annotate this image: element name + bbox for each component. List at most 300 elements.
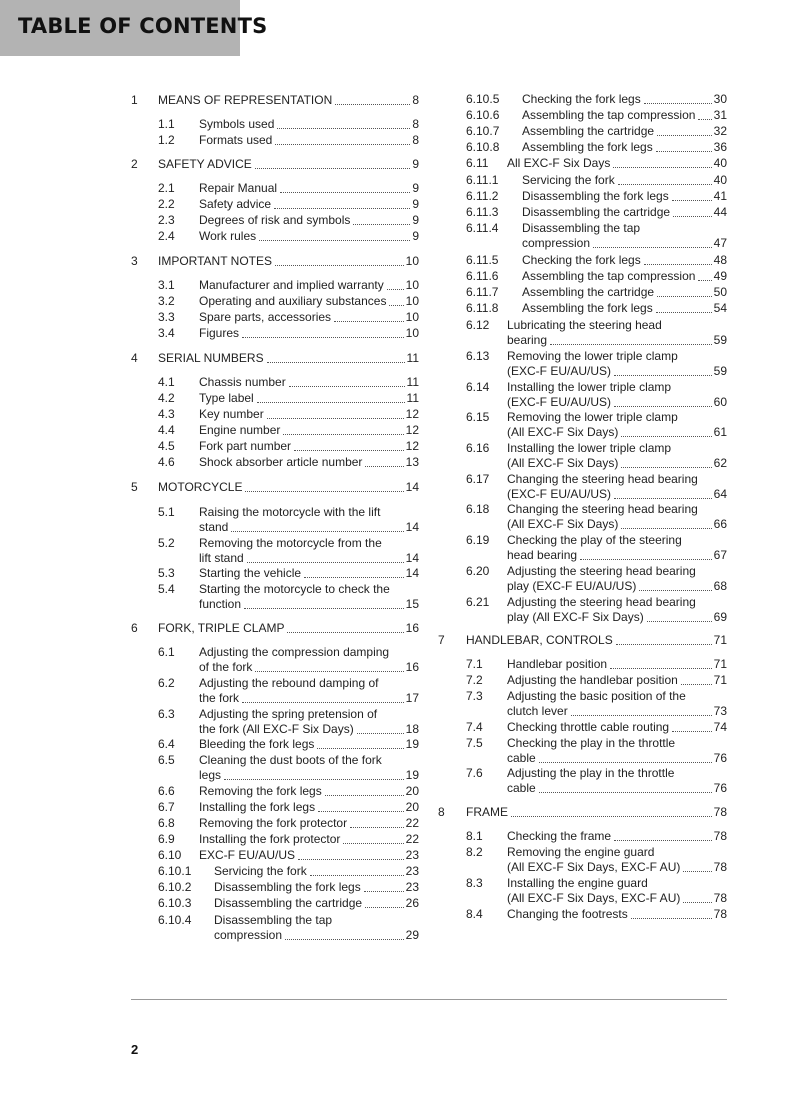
dot-leader [656, 312, 712, 313]
toc-entry-title: function [199, 597, 242, 611]
toc-entry-number: 6.12 [466, 318, 490, 332]
dot-leader [614, 840, 712, 841]
toc-section-entry[interactable] [0, 736, 794, 766]
toc-entry-number: 4.1 [158, 375, 175, 389]
toc-entry-page: 71 [713, 633, 727, 647]
toc-entry-title: Cleaning the dust boots of the fork [199, 753, 382, 767]
toc-entry-page: 22 [405, 832, 419, 846]
toc-entry-page: 71 [713, 673, 727, 687]
toc-entry-number: 5.3 [158, 566, 175, 580]
toc-entry-title: play (EXC-F EU/AU/US) [507, 579, 637, 593]
toc-entry-line [507, 829, 727, 844]
toc-entry-number: 7.6 [466, 766, 483, 780]
dot-leader [673, 216, 712, 217]
dot-leader [610, 668, 712, 669]
toc-entry-title: Degrees of risk and symbols [199, 213, 351, 227]
toc-entry-title: Removing the lower triple clamp [507, 410, 678, 424]
toc-entry-number: 5.4 [158, 582, 175, 596]
toc-entry-title: Adjusting the steering head bearing [507, 564, 696, 578]
toc-section-entry[interactable] [0, 189, 794, 204]
toc-section-entry[interactable] [0, 173, 794, 188]
toc-entry-title: Installing the engine guard [507, 876, 648, 890]
toc-entry-page: 8 [412, 117, 419, 131]
toc-entry-page: 78 [713, 891, 727, 905]
toc-entry-title: Adjusting the basic position of the [507, 689, 686, 703]
toc-entry-number: 6.6 [158, 784, 175, 798]
toc-entry-page: 20 [405, 784, 419, 798]
dot-leader [571, 715, 712, 716]
toc-entry-page: 78 [713, 805, 727, 819]
toc-entry-title: SAFETY ADVICE [158, 157, 252, 171]
toc-entry-number: 1 [131, 93, 138, 107]
toc-entry-number: 6.10.1 [158, 864, 192, 878]
toc-entry-number: 6.19 [466, 533, 490, 547]
toc-entry-title: bearing [507, 333, 548, 347]
toc-entry-page: 19 [405, 768, 419, 782]
toc-entry-line [507, 891, 727, 906]
toc-entry-title: Installing the lower triple clamp [507, 441, 672, 455]
toc-entry-title: Disassembling the fork legs [214, 880, 361, 894]
toc-section-entry[interactable] [0, 156, 794, 171]
toc-entry-page: 26 [405, 896, 419, 910]
toc-entry-title: play (All EXC-F Six Days) [507, 610, 644, 624]
toc-entry-title: of the fork [199, 660, 253, 674]
toc-entry-title: Checking the play of the steering [507, 533, 682, 547]
toc-section-entry[interactable] [0, 564, 794, 594]
toc-entry-title: Checking throttle cable routing [507, 720, 670, 734]
toc-entry-title: Assembling the cartridge [522, 124, 655, 138]
toc-entry-page: 10 [405, 326, 419, 340]
toc-entry-line [507, 610, 727, 625]
toc-entry-title: Removing the fork legs [199, 784, 322, 798]
toc-entry-page: 69 [713, 610, 727, 624]
toc-entry-title: Changing the footrests [507, 907, 628, 921]
toc-entry-number: 6.11.4 [466, 221, 499, 235]
toc-entry-title: Disassembling the cartridge [522, 205, 671, 219]
toc-section-entry[interactable] [0, 92, 794, 107]
toc-entry-page: 12 [405, 423, 419, 437]
toc-section-entry[interactable] [0, 595, 794, 625]
toc-entry-title: Symbols used [199, 117, 275, 131]
toc-entry-page: 74 [713, 720, 727, 734]
toc-entry-title: FORK, TRIPLE CLAMP [158, 621, 285, 635]
toc-entry-title: the fork (All EXC-F Six Days) [199, 722, 354, 736]
toc-entry-line [522, 140, 727, 155]
toc-entry-title: cable [507, 781, 536, 795]
toc-entry-number: 6.14 [466, 380, 490, 394]
toc-entry-title: Operating and auxiliary substances [199, 294, 387, 308]
toc-entry-number: 6.17 [466, 472, 490, 486]
toc-entry-number: 6.10.5 [466, 92, 500, 106]
toc-entry-number: 6.11.5 [466, 253, 499, 267]
dot-leader [656, 151, 712, 152]
toc-section-entry[interactable] [0, 533, 794, 563]
toc-entry-number: 4.5 [158, 439, 175, 453]
toc-entry-number: 3.4 [158, 326, 175, 340]
toc-entry-title: Assembling the fork legs [522, 140, 653, 154]
toc-section-entry[interactable] [0, 285, 794, 300]
toc-entry-line [522, 301, 727, 316]
toc-entry-page: 18 [405, 722, 419, 736]
toc-entry-page: 71 [713, 657, 727, 671]
toc-section-entry[interactable] [0, 318, 794, 348]
toc-entry-number: 7.4 [466, 720, 483, 734]
toc-entry-page: 22 [405, 816, 419, 830]
toc-entry-title: Removing the engine guard [507, 845, 655, 859]
toc-section-entry[interactable] [0, 829, 794, 844]
dot-leader [644, 264, 712, 265]
toc-entry-page: 40 [713, 173, 727, 187]
toc-entry-number: 6.11.1 [466, 173, 499, 187]
toc-entry-number: 6.10.2 [158, 880, 192, 894]
toc-entry-title: Adjusting the rebound damping of [199, 676, 379, 690]
toc-entry-title: Engine number [199, 423, 281, 437]
toc-entry-title: EXC-F EU/AU/US [199, 848, 296, 862]
toc-entry-page: 54 [713, 301, 727, 315]
toc-entry-title: Changing the steering head bearing [507, 502, 698, 516]
toc-section-entry[interactable] [0, 845, 794, 875]
toc-entry-title: HANDLEBAR, CONTROLS [466, 633, 613, 647]
toc-section-entry[interactable] [0, 349, 794, 379]
toc-entry-page: 8 [412, 133, 419, 147]
toc-entry-title: Disassembling the cartridge [214, 896, 363, 910]
toc-entry-title: Bleeding the fork legs [199, 737, 315, 751]
toc-entry-title: (All EXC-F Six Days, EXC-F AU) [507, 891, 681, 905]
dot-leader [639, 590, 711, 591]
toc-entry-title: Disassembling the tap [522, 221, 641, 235]
toc-entry-title: Starting the motorcycle to check the [199, 582, 390, 596]
toc-entry-title: (EXC-F EU/AU/US) [507, 487, 612, 501]
toc-entry-page: 16 [405, 621, 419, 635]
toc-entry-number: 7.3 [466, 689, 483, 703]
toc-entry-title: (All EXC-F Six Days) [507, 425, 619, 439]
toc-entry-number: 2 [131, 157, 138, 171]
toc-entry-page: 68 [713, 579, 727, 593]
toc-entry-title: Assembling the tap compression [522, 108, 696, 122]
dot-leader [683, 871, 711, 872]
toc-entry-title: Work rules [199, 229, 257, 243]
toc-entry-line [507, 907, 727, 922]
toc-entry-line [522, 108, 727, 123]
dot-leader [614, 406, 712, 407]
toc-entry-page: 9 [412, 157, 419, 171]
toc-entry-title: Chassis number [199, 375, 286, 389]
toc-entry-page: 41 [713, 189, 727, 203]
toc-entry-line [522, 124, 727, 139]
toc-entry-line [507, 395, 727, 410]
toc-section-entry[interactable] [0, 673, 794, 688]
toc-entry-line [466, 633, 727, 648]
dot-leader [681, 684, 712, 685]
toc-entry-page: 30 [713, 92, 727, 106]
toc-entry-number: 7.2 [466, 673, 483, 687]
page-number: 2 [131, 1042, 139, 1057]
toc-entry-number: 6.13 [466, 349, 490, 363]
dot-leader [614, 375, 712, 376]
toc-entry-line [507, 487, 727, 502]
toc-entry-page: 48 [713, 253, 727, 267]
toc-entry-number: 6.7 [158, 800, 175, 814]
toc-entry-number: 6.11.3 [466, 205, 499, 219]
toc-entry-number: 4.2 [158, 391, 175, 405]
toc-entry-number: 6 [131, 621, 138, 635]
toc-entry-page: 12 [405, 439, 419, 453]
toc-entry-number: 3.2 [158, 294, 175, 308]
toc-section-entry[interactable] [0, 140, 794, 155]
toc-entry-number: 6.11 [466, 156, 489, 170]
toc-entry-title: FRAME [466, 805, 508, 819]
toc-entry-title: Checking the frame [507, 829, 612, 843]
toc-entry-number: 4 [131, 351, 138, 365]
toc-entry-line [507, 720, 727, 735]
toc-entry-number: 6.10.8 [466, 140, 500, 154]
toc-section-entry[interactable] [0, 221, 794, 251]
toc-entry-line [507, 333, 727, 348]
toc-entry-line [507, 751, 727, 766]
toc-entry-page: 10 [405, 254, 419, 268]
toc-entry-title: Type label [199, 391, 254, 405]
toc-entry-page: 50 [713, 285, 727, 299]
toc-entry-title: MEANS OF REPRESENTATION [158, 93, 333, 107]
toc-section-entry[interactable] [0, 766, 794, 796]
toc-entry-title: Key number [199, 407, 264, 421]
toc-entry-number: 4.4 [158, 423, 175, 437]
toc-entry-page: 23 [405, 880, 419, 894]
toc-section-entry[interactable] [0, 124, 794, 139]
toc-entry-number: 2.4 [158, 229, 175, 243]
toc-entry-page: 59 [713, 333, 727, 347]
toc-section-entry[interactable] [0, 205, 794, 220]
toc-section-entry[interactable] [0, 502, 794, 532]
toc-entry-page: 29 [405, 928, 419, 942]
toc-entry-page: 67 [713, 548, 727, 562]
toc-entry-page: 64 [713, 487, 727, 501]
toc-entry-line [507, 517, 727, 532]
toc-section-entry[interactable] [0, 876, 794, 906]
toc-entry-page: 11 [406, 351, 419, 365]
toc-entry-page: 10 [405, 278, 419, 292]
toc-entry-line [522, 92, 727, 107]
footer-divider [131, 999, 727, 1000]
dot-leader [580, 559, 712, 560]
toc-entry-line [522, 173, 727, 188]
toc-entry-title: Assembling the cartridge [522, 285, 655, 299]
toc-entry-title: Adjusting the steering head bearing [507, 595, 696, 609]
dot-leader [657, 296, 712, 297]
dot-leader [621, 467, 711, 468]
toc-entry-number: 5.2 [158, 536, 175, 550]
toc-entry-title: Assembling the tap compression [522, 269, 696, 283]
toc-entry-page: 66 [713, 517, 727, 531]
toc-entry-page: 10 [405, 310, 419, 324]
toc-entry-number: 6.16 [466, 441, 490, 455]
toc-entry-title: Installing the fork protector [199, 832, 341, 846]
toc-entry-number: 3.3 [158, 310, 175, 324]
toc-entry-title: clutch lever [507, 704, 568, 718]
toc-entry-page: 76 [713, 781, 727, 795]
toc-section-entry[interactable] [0, 689, 794, 719]
toc-section-entry[interactable] [0, 410, 794, 440]
toc-entry-number: 2.1 [158, 181, 175, 195]
toc-entry-title: Changing the steering head bearing [507, 472, 698, 486]
toc-entry-title: Servicing the fork [214, 864, 307, 878]
toc-entry-line [522, 253, 727, 268]
toc-section-entry[interactable] [0, 253, 794, 268]
toc-entry-page: 62 [713, 456, 727, 470]
toc-entry-line [522, 236, 727, 251]
toc-entry-title: compression [522, 236, 591, 250]
toc-entry-page: 78 [713, 907, 727, 921]
toc-section-entry[interactable] [0, 441, 794, 471]
toc-entry-page: 32 [713, 124, 727, 138]
toc-entry-page: 19 [405, 737, 419, 751]
toc-entry-title: the fork [199, 691, 240, 705]
toc-entry-title: (All EXC-F Six Days, EXC-F AU) [507, 860, 681, 874]
toc-entry-title: IMPORTANT NOTES [158, 254, 273, 268]
toc-entry-page: 61 [713, 425, 727, 439]
toc-entry-title: Disassembling the fork legs [522, 189, 669, 203]
dot-leader [511, 816, 712, 817]
toc-entry-line [507, 456, 727, 471]
dot-leader [657, 135, 712, 136]
toc-entry-line [507, 704, 727, 719]
dot-leader [672, 731, 712, 732]
toc-entry-title: legs [199, 768, 222, 782]
dot-leader [593, 247, 712, 248]
toc-entry-page: 17 [405, 691, 419, 705]
toc-entry-page: 9 [412, 229, 419, 243]
toc-entry-title: Adjusting the play in the throttle [507, 766, 675, 780]
toc-section-entry[interactable] [0, 301, 794, 316]
toc-entry-number: 6.18 [466, 502, 490, 516]
toc-section-entry[interactable] [0, 108, 794, 123]
toc-entry-page: 73 [713, 704, 727, 718]
toc-entry-page: 9 [412, 181, 419, 195]
toc-entry-number: 7.5 [466, 736, 483, 750]
toc-entry-line [507, 548, 727, 563]
dot-leader [698, 119, 711, 120]
toc-section-entry[interactable] [0, 472, 794, 502]
dot-leader [647, 621, 712, 622]
toc-entry-title: head bearing [507, 548, 578, 562]
toc-entry-number: 6.1 [158, 645, 175, 659]
toc-entry-line [522, 189, 727, 204]
toc-entry-line [507, 156, 727, 171]
toc-entry-line [522, 285, 727, 300]
toc-entry-page: 31 [713, 108, 727, 122]
toc-entry-number: 6.5 [158, 753, 175, 767]
toc-entry-title: Lubricating the steering head [507, 318, 662, 332]
toc-entry-number: 3.1 [158, 278, 175, 292]
toc-entry-number: 6.10 [158, 848, 182, 862]
toc-entry-title: Adjusting the handlebar position [507, 673, 678, 687]
toc-entry-number: 3 [131, 254, 138, 268]
toc-entry-number: 6.21 [466, 595, 490, 609]
toc-entry-page: 11 [406, 391, 419, 405]
toc-entry-page: 14 [405, 551, 419, 565]
toc-section-entry[interactable] [0, 720, 794, 735]
dot-leader [621, 528, 711, 529]
toc-chapter-entry[interactable] [0, 805, 794, 820]
dot-leader [613, 167, 711, 168]
toc-entry-number: 6.20 [466, 564, 490, 578]
dot-leader [539, 762, 712, 763]
toc-entry-page: 49 [713, 269, 727, 283]
dot-leader [614, 498, 712, 499]
toc-entry-title: MOTORCYCLE [158, 480, 243, 494]
toc-entry-number: 4.3 [158, 407, 175, 421]
toc-entry-page: 40 [713, 156, 727, 170]
toc-entry-number: 6.8 [158, 816, 175, 830]
toc-entry-page: 8 [412, 93, 419, 107]
toc-entry-page: 12 [405, 407, 419, 421]
toc-section-entry[interactable] [0, 269, 794, 284]
toc-entry-page: 11 [406, 375, 419, 389]
toc-section-entry[interactable] [0, 380, 794, 410]
toc-entry-page: 78 [713, 860, 727, 874]
toc-entry-page: 16 [405, 660, 419, 674]
toc-entry-number: 8.2 [466, 845, 483, 859]
toc-entry-title: lift stand [199, 551, 244, 565]
toc-section-entry[interactable] [0, 657, 794, 672]
toc-entry-number: 6.11.7 [466, 285, 499, 299]
dot-leader [644, 103, 712, 104]
toc-entry-number: 7 [438, 633, 445, 647]
toc-entry-number: 1.2 [158, 133, 175, 147]
toc-entry-number: 6.10.4 [158, 913, 192, 927]
dot-leader [672, 200, 712, 201]
toc-entry-number: 6.15 [466, 410, 490, 424]
toc-entry-title: (EXC-F EU/AU/US) [507, 364, 612, 378]
toc-entry-title: Starting the vehicle [199, 566, 302, 580]
toc-entry-title: compression [214, 928, 283, 942]
toc-entry-number: 6.10.7 [466, 124, 500, 138]
toc-entry-page: 44 [713, 205, 727, 219]
toc-entry-line [507, 860, 727, 875]
toc-entry-page: 14 [405, 566, 419, 580]
toc-chapter-entry[interactable] [0, 633, 794, 648]
toc-entry-number: 5.1 [158, 505, 175, 519]
toc-entry-title: Checking the fork legs [522, 92, 641, 106]
toc-entry-title: SERIAL NUMBERS [158, 351, 264, 365]
toc-entry-page: 9 [412, 197, 419, 211]
toc-entry-title: Adjusting the compression damping [199, 645, 390, 659]
dot-leader [683, 902, 711, 903]
toc-section-entry[interactable] [0, 907, 794, 922]
toc-entry-title: Shock absorber article number [199, 455, 363, 469]
toc-entry-page: 36 [713, 140, 727, 154]
toc-entry-title: Safety advice [199, 197, 272, 211]
dot-leader [618, 184, 712, 185]
toc-entry-title: Removing the fork protector [199, 816, 348, 830]
toc-entry-number: 2.2 [158, 197, 175, 211]
toc-entry-line [507, 579, 727, 594]
toc-entry-number: 6.3 [158, 707, 175, 721]
toc-entry-page: 59 [713, 364, 727, 378]
page-title: TABLE OF CONTENTS [18, 14, 268, 38]
toc-entry-number: 7.1 [466, 657, 483, 671]
toc-entry-page: 9 [412, 213, 419, 227]
toc-entry-line [522, 205, 727, 220]
toc-entry-title: Checking the play in the throttle [507, 736, 676, 750]
toc-entry-line [507, 673, 727, 688]
toc-entry-page: 10 [405, 294, 419, 308]
toc-entry-number: 2.3 [158, 213, 175, 227]
toc-entry-line [507, 781, 727, 796]
toc-entry-title: Installing the fork legs [199, 800, 316, 814]
toc-entry-number: 6.11.2 [466, 189, 499, 203]
toc-entry-page: 14 [405, 480, 419, 494]
